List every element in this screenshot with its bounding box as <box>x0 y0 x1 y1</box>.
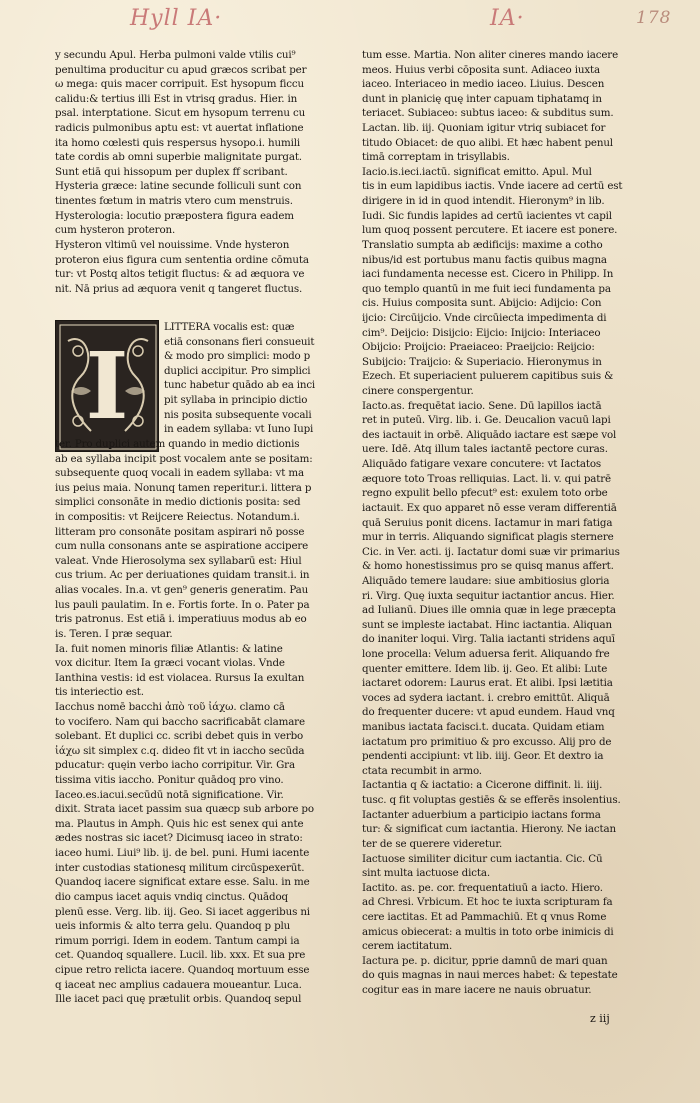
text-line: ter de se querere videretur. <box>362 837 503 850</box>
text-line: Iaceo.es.iacui.secūdū notā significatione. Vir. <box>55 788 284 801</box>
left-column-rest <box>55 437 352 1007</box>
text-line: ad Iulianū. Diues ille omnia quæ in lege præcepta <box>362 604 616 617</box>
text-line: litteram pro consonāte positam aspirari nō posse <box>55 525 305 538</box>
text-line: sint multa iactuose dicta. <box>362 867 490 880</box>
text-line: Ezech. Et superiacient puluerem capitibus suis & <box>362 370 614 383</box>
text-line: tum esse. Martia. Non aliter cineres mando iacere <box>362 49 619 61</box>
text-line: lum quoq possent percutere. Et iacere est ponere. <box>362 224 618 237</box>
text-line: Translatio sumpta ab ædificijs: maxime a cotho <box>362 238 603 251</box>
text-line: cere iactitas. Et ad Pammachiū. Et q vnus Rome <box>362 910 607 923</box>
text-line: cum hysteron proteron. <box>55 224 176 237</box>
text-line: ijcio: Circūijcio. Vnde circūiecta impedimenta di <box>362 311 607 324</box>
text-line: Ia. fuit nomen minoris filiæ Atlantis: & latine <box>55 642 283 655</box>
text-line: manibus iactata facisci.t. ducata. Quidam etiam <box>362 721 605 734</box>
text-line: cim⁹. Deijcio: Disijcio: Eijcio: Inijcio: Interiaceo <box>362 326 601 339</box>
text-line: valeat. Vnde Hierosolyma sex syllabarū est: Hiul <box>55 554 302 567</box>
handwritten-annotation-mid: IA· <box>490 6 525 31</box>
text-line: Iacchus nomē bacchi ἀπὸ τοῦ ἰάχω. clamo cā <box>55 700 285 713</box>
text-line: nibus/id est portubus manu factis quibus magna <box>362 253 607 266</box>
text-line: Quandoq iacere significat extare esse. Salu. in me <box>55 876 310 889</box>
handwritten-annotation-left: Hyll IA· <box>130 6 223 31</box>
text-line: Iactanter aduerbium a participio iactans forma <box>362 808 601 821</box>
text-line: cus trium. Ac per deriuationes quidam transit.i. in <box>55 569 310 582</box>
text-line: ad Chresi. Vrbicum. Et hoc te iuxta scripturam fa <box>362 896 613 909</box>
text-line: pit syllaba in principio dictio <box>164 394 308 407</box>
text-line: Lactan. lib. iij. Quoniam igitur vtriq subiacet for <box>362 122 606 135</box>
text-line: Hysteron vltimū vel nouissime. Vnde hysteron <box>55 238 290 251</box>
text-line: ri. Virg. Quę iuxta sequitur iactantior ancus. Hier. <box>362 589 615 602</box>
text-line: ædes nostras sic iacet? Dicimusq iaceo in strato: <box>55 832 303 845</box>
text-line: ab ea syllaba incipit post vocalem ante se positam: <box>55 452 313 465</box>
right-column <box>362 48 660 998</box>
text-line: do inaniter loqui. Virg. Talia iactanti stridens aquī <box>362 633 615 646</box>
text-line: cinere conspergentur. <box>362 385 474 398</box>
text-line: ter. Pro duplici autem quando in medio dictionis <box>55 438 300 450</box>
text-line: proteron eius figura cum sententia ordine cōmuta <box>55 253 309 266</box>
text-line: iaceo. Interiaceo in medio iaceo. Liuius. Descen <box>362 78 605 91</box>
text-line: Iactito. as. pe. cor. frequentatiuū a iacto. Hiero. <box>362 881 603 894</box>
text-line: & modo pro simplici: modo p <box>164 350 310 363</box>
text-line: ius peius maia. Nonunq tamen reperitur.i. littera p <box>55 481 312 494</box>
text-line: Iudi. Sic fundis lapides ad certū iacientes vt capil <box>362 209 612 222</box>
signature-mark: z iij <box>590 1012 610 1025</box>
text-line: ueis informis & alto terra gelu. Quandoq p plu <box>55 920 291 933</box>
text-line: inter custodias stationesq militum circūspexerūt. <box>55 861 305 874</box>
text-line: Ille iacet paci quę prætulit orbis. Quandoq sepul <box>55 993 302 1006</box>
text-line: psal. interptatione. Sicut em hysopum terrenu cu <box>55 107 306 120</box>
text-line: Iacto.as. frequētat iacio. Sene. Dū lapillos iactā <box>362 399 602 412</box>
text-line: regno expulit bello pfecut⁹ est: exulem toto orbe <box>362 487 608 500</box>
text-line: penultima producitur cu apud græcos scribat per <box>55 63 307 76</box>
text-line: des iactauit in orbē. Aliquādo iactare est sæpe vol <box>362 428 617 441</box>
text-line: calidu:& tertius illi Est in vtrisq gradus. Hier. in <box>55 92 298 105</box>
text-line: quenter emittere. Idem lib. ij. Geo. Et alibi: Lute <box>362 662 608 675</box>
text-line: alias vocales. In.a. vt gen⁹ generis generatim. Pau <box>55 584 309 597</box>
text-line: tate cordis ab omni superbie malignitate purgat. <box>55 151 302 164</box>
text-line: pendenti accipiunt: vt lib. iiij. Geor. Et dextro ia <box>362 750 604 763</box>
left-column-initial-lines <box>164 320 352 437</box>
text-line: æquore toto Troas relliquias. Lact. li. v. qui patrē <box>362 472 611 485</box>
text-line: y secundu Apul. Herba pulmoni valde vtilis cui⁹ <box>55 49 296 61</box>
text-line: cerem iactitatum. <box>362 940 453 953</box>
text-line: ma. Plautus in Amph. Quis hic est senex qui ante <box>55 817 304 830</box>
text-line: pducatur: quęin verbo iacho corripitur. Vir. Gra <box>55 759 295 772</box>
text-line: duplici accipitur. Pro simplici <box>164 364 311 377</box>
text-line: timā correptam in trisyllabis. <box>362 151 510 164</box>
text-line: Obijcio: Proijcio: Praeiaceo: Praeijcio: Reijcio: <box>362 341 595 354</box>
text-line: Iactantia q & iactatio: a Cicerone diffinit. li. iiij. <box>362 779 603 792</box>
text-line: Aliquādo temere laudare: siue ambitiosius gloria <box>362 574 610 587</box>
text-line: dixit. Strata iacet passim sua quæcp sub arbore po <box>55 803 314 816</box>
text-line: cum nulla consonans ante se aspiratione accipere <box>55 540 309 553</box>
text-line: simplici consonāte in medio dictionis posita: sed <box>55 496 301 509</box>
text-line: rimum porrigi. Idem in eodem. Tantum campi ia <box>55 934 300 947</box>
text-line: quo templo quantū in me fuit ieci fundamenta pa <box>362 282 611 295</box>
text-line: tis in eum lapidibus iactis. Vnde iacere ad certū est <box>362 180 623 193</box>
text-line: tinentes fœtum in matris vtero cum menstruis. <box>55 195 293 208</box>
text-line: meos. Huius verbi cōposita sunt. Adiaceo iuxta <box>362 63 600 76</box>
text-line: Iactura pe. p. dicitur, pprie damnū de mari quan <box>362 954 608 967</box>
text-line: mur in terris. Aliquando significat plagis sternere <box>362 531 614 544</box>
text-line: iaceo humi. Liui⁹ lib. ij. de bel. puni. Humi iacente <box>55 847 310 860</box>
text-line: tis interiectio est. <box>55 686 144 699</box>
text-line: cet. Quandoq squallere. Lucil. lib. xxx. Et sua pre <box>55 949 306 962</box>
text-line: iaci fundamenta necesse est. Cicero in Philipp. In <box>362 268 614 281</box>
text-line: ita homo cœlesti quis respersus hysopo.i. humili <box>55 136 301 149</box>
text-line: solebant. Et duplici cc. scribi debet quis in verbo <box>55 730 304 743</box>
text-line: titudo Obiacet: de quo alibi. Et hæc habent penul <box>362 136 613 149</box>
text-line: Aliquādo fatigare vexare concutere: vt Iactatos <box>362 458 602 471</box>
text-line: subsequente quoq vocali in eadem syllaba: vt ma <box>55 467 304 480</box>
text-line: cis. Huius composita sunt. Abijcio: Adijcio: Con <box>362 297 602 310</box>
text-line: tusc. q fit voluptas gestiēs & se efferēs insolentius. <box>362 794 621 807</box>
text-line: ctata recumbit in armo. <box>362 764 482 777</box>
text-line: Iacio.is.ieci.iactū. significat emitto. Apul. Mul <box>362 165 592 178</box>
text-line: cogitur eas in mare iacere ne nauis obruatur. <box>362 984 592 996</box>
text-line: tur: vt Postq altos tetigit fluctus: & ad æquora ve <box>55 268 305 281</box>
text-line: do frequenter ducere: vt apud eundem. Haud vnq <box>362 706 615 719</box>
text-line: Cic. in Ver. acti. ij. Iactatur domi suæ vir primarius <box>362 545 620 558</box>
text-line: nis posita subsequente vocali <box>164 408 312 421</box>
text-line: tur: & significat cum iactantia. Hierony. Ne iactan <box>362 823 616 836</box>
text-line: & homo honestissimus pro se quisq manus affert. <box>362 560 614 573</box>
text-line: cipue retro relicta iacere. Quandoq mortuum esse <box>55 963 310 976</box>
text-line: plenū esse. Verg. lib. iij. Geo. Si iacet aggeribus ni <box>55 905 310 918</box>
text-line: in eadem syllaba: vt Iuno Iupi <box>164 423 314 436</box>
text-line: q iaceat nec amplius cadauera moueantur. Luca. <box>55 978 302 991</box>
left-column-top <box>55 48 352 296</box>
text-line: Subijcio: Traijcio: & Superiacio. Hieronymus in <box>362 355 602 368</box>
text-line: amicus obiecerat: a multis in toto orbe inimicis di <box>362 925 614 938</box>
text-line: uere. Idē. Atq illum tales iactantē pectore curas. <box>362 443 608 456</box>
text-line: dunt in planicię quę inter capuam tiphatamq in <box>362 92 602 105</box>
text-line: ret in puteū. Virg. lib. i. Ge. Deucalion vacuū lapi <box>362 414 611 427</box>
folio-number: 178 <box>636 8 672 28</box>
text-line: ω mega: quis macer corripuit. Est hysopum ficcu <box>55 78 304 91</box>
initial-letter: I <box>85 332 129 440</box>
text-line: lus pauli paulatim. In e. Fortis forte. In o. Pater pa <box>55 598 310 611</box>
text-line: is. Teren. I præ sequar. <box>55 627 173 640</box>
text-line: iactaret odorem: Laurus erat. Et alibi. Ipsi lætitia <box>362 677 613 690</box>
text-line: Hysteria græce: latine secunde folliculi sunt con <box>55 180 302 193</box>
text-line: Ianthina vestis: id est violacea. Rursus Ia exultan <box>55 671 305 684</box>
text-line: quā Seruius ponit dicens. Iactamur in mari fatiga <box>362 516 613 529</box>
text-line: dio campus iacet aquis vndiq cinctus. Quādoq <box>55 890 288 903</box>
text-line: radicis pulmonibus aptu est: vt auertat inflatione <box>55 122 304 135</box>
text-line: to vocifero. Nam qui baccho sacrificabāt clamare <box>55 715 305 728</box>
text-line: iactatum pro primitiuo & pro excusso. Alij pro de <box>362 735 612 748</box>
text-line: Iactuose similiter dicitur cum iactantia. Cic. Cū <box>362 852 603 865</box>
text-line: nit. Nā prius ad æquora venit q tangeret fluctus. <box>55 282 303 295</box>
text-line: LITTERA vocalis est: quæ <box>164 321 295 333</box>
decorated-initial <box>55 320 159 452</box>
text-line: tunc habetur quādo ab ea inci <box>164 379 315 392</box>
text-line: lone procella: Velum aduersa ferit. Aliquando fre <box>362 647 610 660</box>
text-line: iactauit. Ex quo apparet nō esse veram differentiā <box>362 501 617 514</box>
text-line: do quis magnas in naui merces habet: & tepestate <box>362 969 618 982</box>
text-line: vox dicitur. Item Ia græci vocant violas. Vnde <box>55 657 285 670</box>
text-line: ἰάχω sit simplex c.q. dideo fit vt in iaccho secūda <box>55 744 305 757</box>
text-line: Sunt etiā qui hissopum per duplex ff scribant. <box>55 165 288 178</box>
text-line: etiā consonans fieri consueuit <box>164 335 315 348</box>
text-line: tissima vitis iaccho. Ponitur quādoq pro vino. <box>55 774 284 787</box>
text-line: teriacet. Subiaceo: subtus iaceo: & subditus sum. <box>362 107 614 120</box>
text-line: voces ad sydera iactant. i. crebro emittūt. Aliquā <box>362 691 610 704</box>
text-line: tris patronus. Est etiā i. imperatiuus modus ab eo <box>55 613 307 626</box>
text-line: sunt se impleste iactabat. Hinc iactantia. Aliquan <box>362 618 613 631</box>
text-line: dirigere in id in quod intendit. Hieronym⁹ in lib. <box>362 195 605 208</box>
text-line: Hysterologia: locutio præpostera figura eadem <box>55 209 294 222</box>
text-line: in compositis: vt Reijcere Reiectus. Notandum.i. <box>55 511 300 524</box>
